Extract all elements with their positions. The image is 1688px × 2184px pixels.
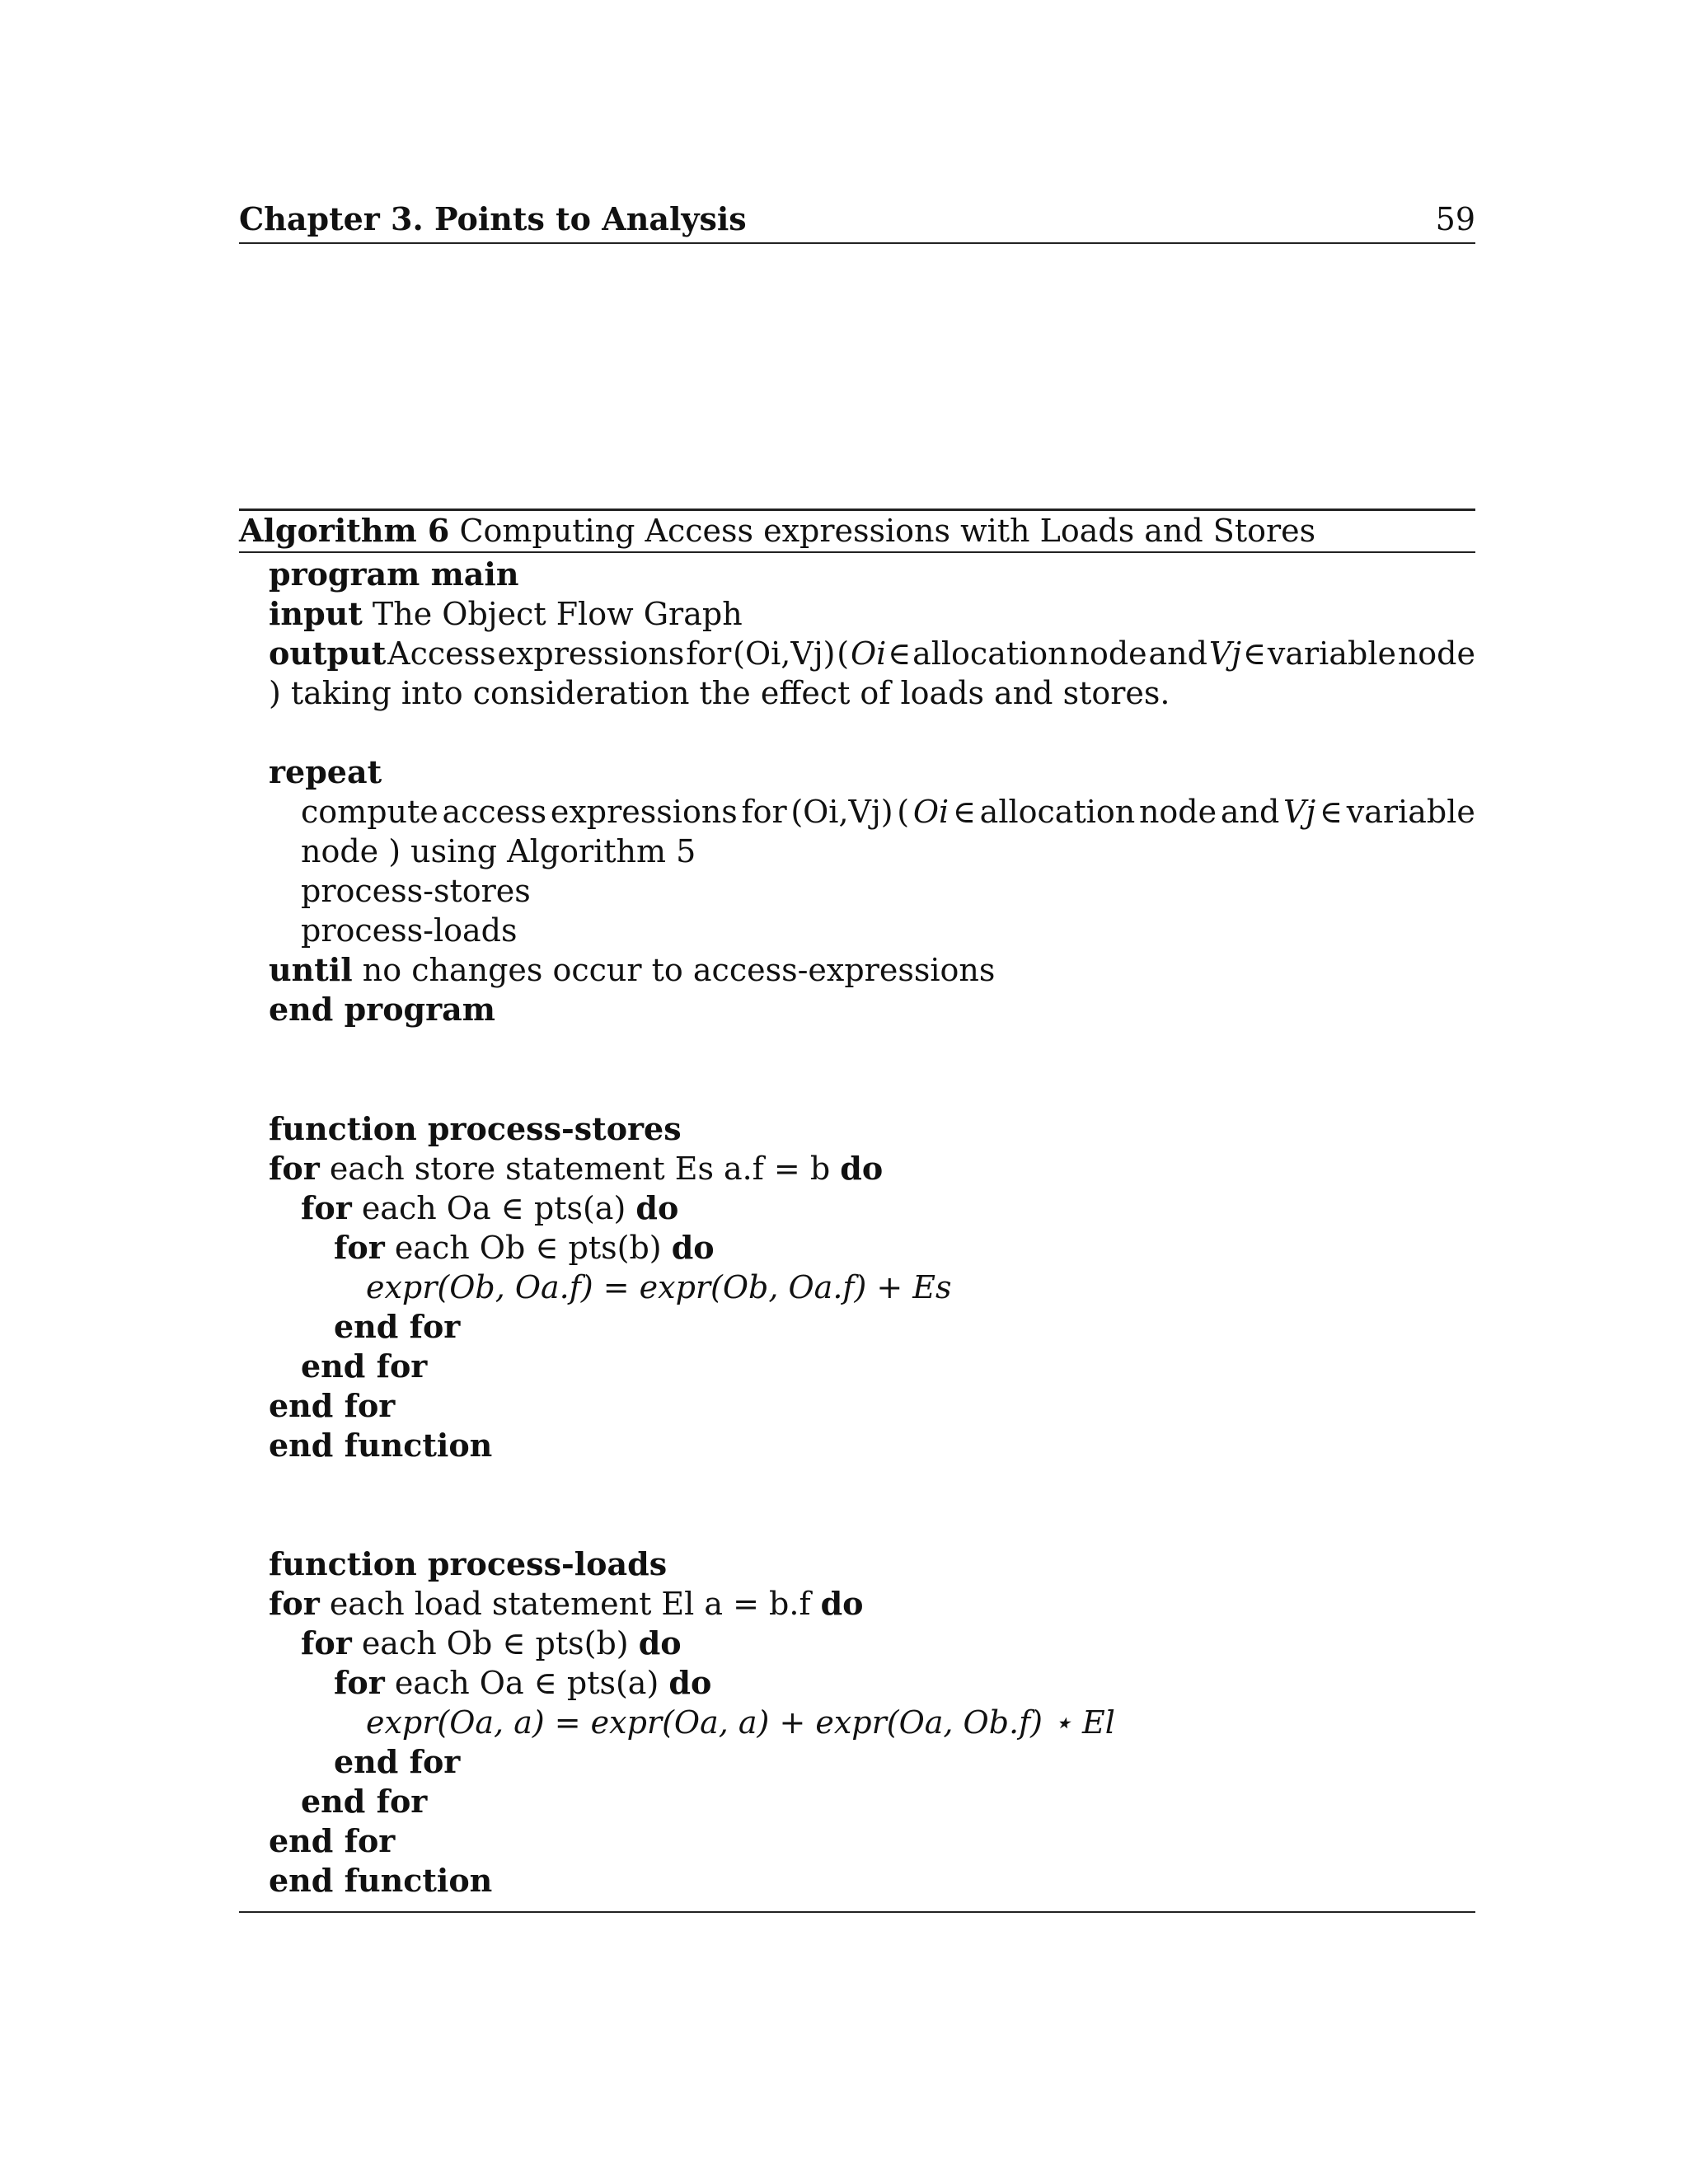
output-word: and: [1148, 635, 1207, 672]
output-word: ∈: [1242, 635, 1267, 672]
end-program-line: end program: [269, 991, 495, 1028]
repeat-word: ∈: [952, 794, 976, 830]
algorithm-bottom-rule: [239, 1911, 1475, 1913]
loads-middle-loop: [301, 1624, 682, 1663]
loop-text: each store statement Es a.f = b: [329, 1151, 831, 1187]
output-word: Oi: [850, 635, 887, 672]
stores-outer-loop: [269, 1149, 883, 1188]
until-keyword: until: [269, 951, 353, 988]
stores-middle-loop: [301, 1188, 678, 1228]
loop-text: each load statement El a = b.f: [329, 1586, 811, 1622]
output-word: node: [1397, 635, 1475, 672]
repeat-body-line-2: node ) using Algorithm 5: [301, 833, 696, 869]
input-keyword: input: [269, 595, 363, 632]
repeat-word: and: [1220, 794, 1280, 830]
output-word: ∈: [888, 635, 912, 672]
do-keyword: do: [671, 1229, 715, 1266]
loads-inner-loop: [334, 1663, 711, 1703]
repeat-word: access: [442, 794, 547, 830]
algorithm-label: Algorithm 6: [239, 512, 450, 549]
repeat-word: variable: [1346, 794, 1475, 830]
output-word: node: [1069, 635, 1147, 672]
loop-text: each Ob ∈ pts(b): [361, 1625, 629, 1661]
end-for: end for: [334, 1308, 461, 1345]
repeat-word: for: [741, 794, 787, 830]
do-keyword: do: [820, 1585, 864, 1622]
end-for: end for: [301, 1783, 428, 1820]
until-text: no changes occur to access-expressions: [362, 952, 996, 988]
end-for: end for: [269, 1822, 396, 1859]
output-line-1: [269, 634, 1475, 673]
for-keyword: for: [334, 1229, 385, 1266]
end-for: end for: [334, 1743, 461, 1780]
stores-inner-loop: [334, 1228, 715, 1268]
end-for: end for: [269, 1387, 396, 1424]
repeat-body-line-1: [301, 792, 1475, 832]
input-line: [269, 594, 743, 634]
repeat-word: Vj: [1282, 794, 1316, 830]
output-word: variable: [1267, 635, 1396, 672]
output-line-2: ) taking into consideration the effect of loads and stores.: [269, 675, 1170, 711]
function-process-loads-header: function process-loads: [269, 1545, 668, 1582]
repeat-word: (Oi,Vj): [790, 794, 893, 830]
repeat-word: compute: [301, 794, 438, 830]
end-function: end function: [269, 1427, 493, 1464]
repeat-word: node: [1138, 794, 1217, 830]
loop-text: each Ob ∈ pts(b): [394, 1230, 662, 1266]
output-word: expressions: [497, 635, 685, 672]
loads-outer-loop: [269, 1584, 864, 1624]
algorithm-caption: [239, 512, 1475, 550]
call-process-loads: process-loads: [301, 912, 518, 949]
algorithm-caption-rule: [239, 551, 1475, 553]
do-keyword: do: [668, 1664, 712, 1701]
algorithm-top-rule: [239, 509, 1475, 511]
repeat-word: ∈: [1319, 794, 1343, 830]
running-header: [239, 196, 1475, 244]
repeat-line: repeat: [269, 753, 382, 790]
program-main-line: program main: [269, 555, 519, 593]
chapter-title: Chapter 3. Points to Analysis: [239, 200, 747, 237]
for-keyword: for: [301, 1624, 352, 1661]
loop-text: each Oa ∈ pts(a): [394, 1665, 659, 1701]
repeat-word: expressions: [550, 794, 738, 830]
input-text: The Object Flow Graph: [372, 596, 743, 632]
do-keyword: do: [840, 1150, 884, 1187]
output-word: (Oi,Vj): [733, 635, 836, 672]
repeat-word: (: [897, 794, 910, 830]
do-keyword: do: [635, 1189, 679, 1226]
for-keyword: for: [269, 1150, 320, 1187]
page-number: 59: [1435, 201, 1475, 237]
loop-text: each Oa ∈ pts(a): [361, 1190, 626, 1226]
for-keyword: for: [269, 1585, 320, 1622]
stores-update-expression: expr(Ob, Oa.f) = expr(Ob, Oa.f) + Es: [366, 1269, 952, 1305]
do-keyword: do: [638, 1624, 682, 1661]
loads-update-expression: expr(Oa, a) = expr(Oa, a) + expr(Oa, Ob.f) ⋆ El: [366, 1704, 1115, 1741]
output-word: for: [686, 635, 732, 672]
output-keyword: output: [269, 635, 387, 672]
output-word: (: [837, 635, 850, 672]
until-line: [269, 950, 995, 990]
call-process-stores: process-stores: [301, 873, 531, 909]
repeat-word: allocation: [979, 794, 1136, 830]
for-keyword: for: [334, 1664, 385, 1701]
output-word: Access: [387, 635, 496, 672]
repeat-word: Oi: [912, 794, 950, 830]
function-process-stores-header: function process-stores: [269, 1110, 682, 1147]
for-keyword: for: [301, 1189, 352, 1226]
end-for: end for: [301, 1347, 428, 1385]
end-function: end function: [269, 1862, 493, 1899]
output-word: allocation: [912, 635, 1068, 672]
algorithm-caption-text: Computing Access expressions with Loads and Stores: [459, 513, 1316, 549]
output-word: Vj: [1208, 635, 1242, 672]
